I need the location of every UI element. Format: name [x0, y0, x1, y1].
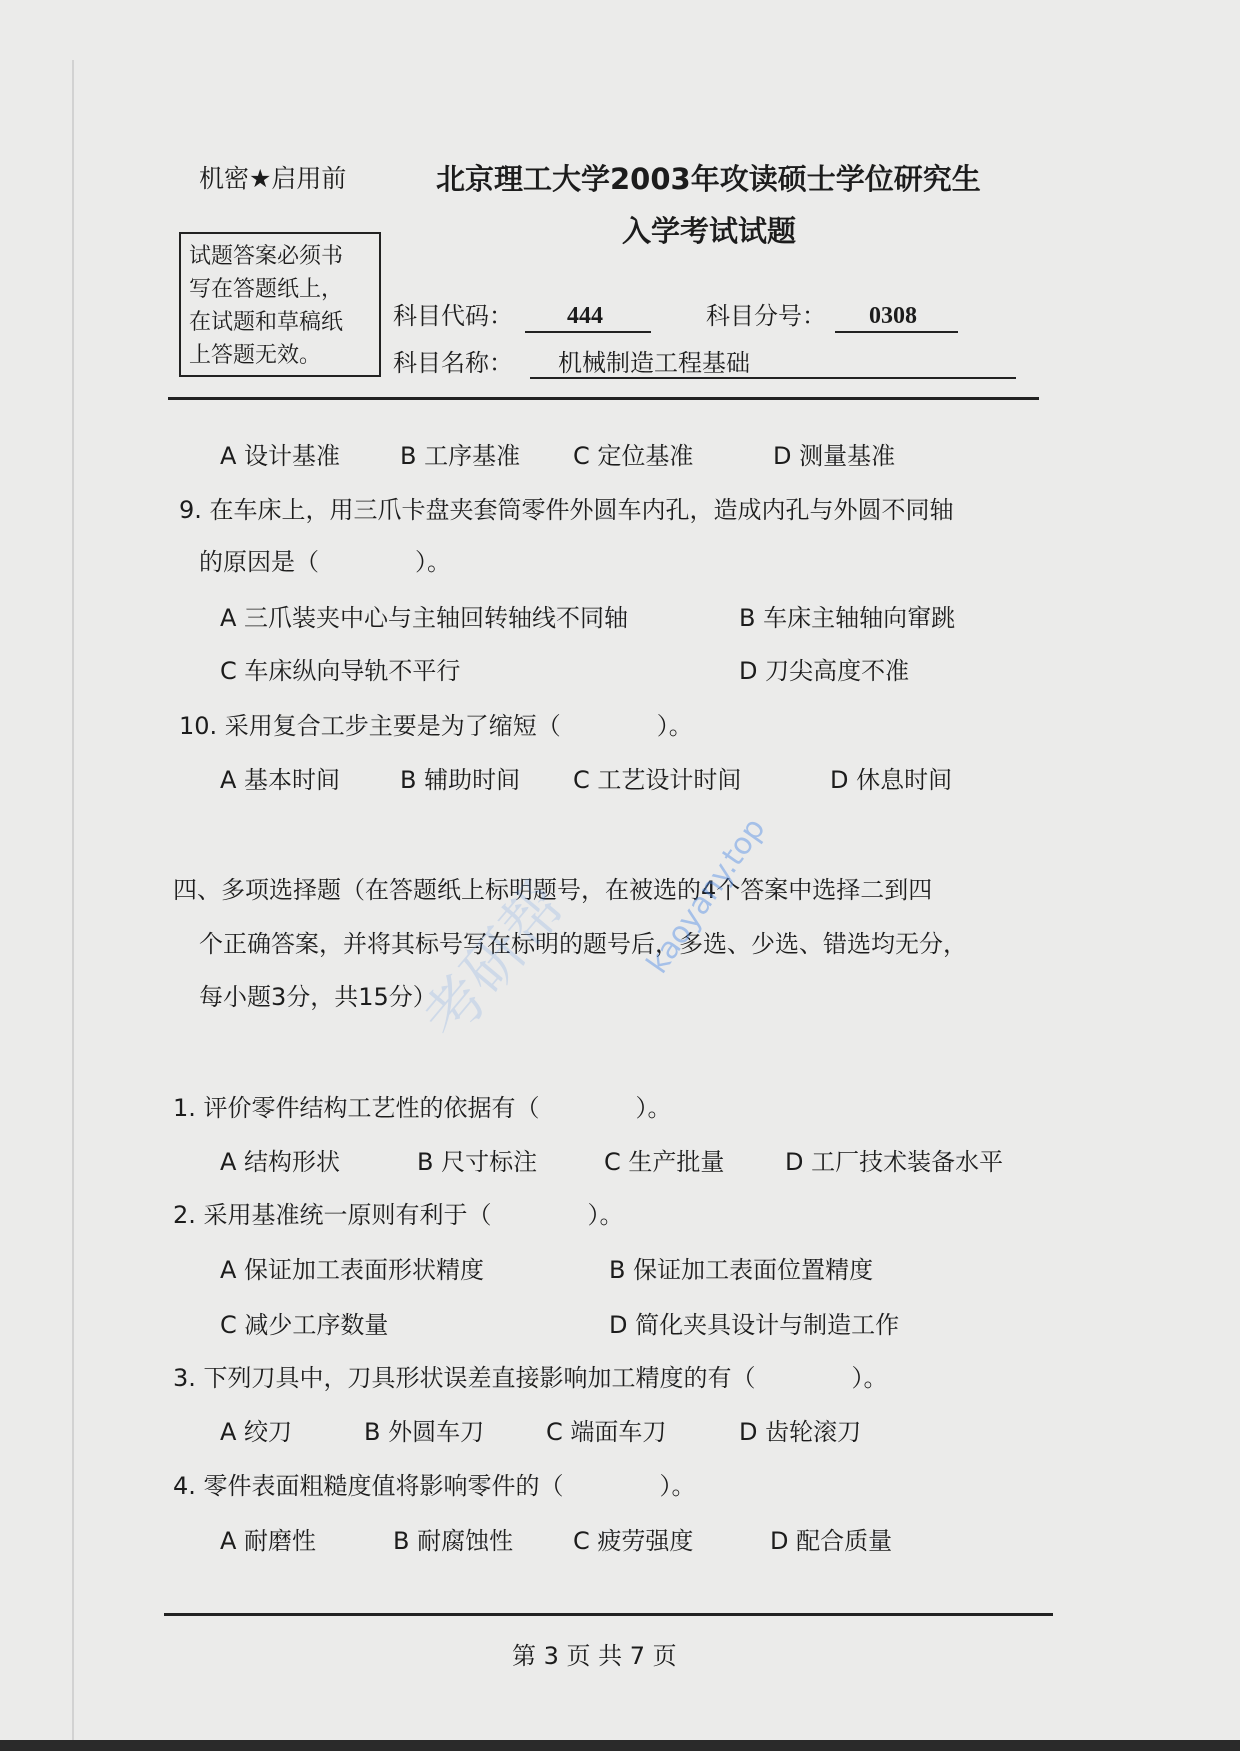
- m3-text: 3. 下列刀具中，刀具形状误差直接影响加工精度的有（ ）。: [173, 1364, 888, 1392]
- m2-option-d: D 简化夹具设计与制造工作: [609, 1311, 900, 1339]
- m1-option-c: C 生产批量: [604, 1148, 725, 1176]
- m3-option-b: B 外圆车刀: [364, 1418, 485, 1446]
- q8-option-b: B 工序基准: [400, 442, 521, 470]
- q8-option-a: A 设计基准: [220, 442, 341, 470]
- q9-option-d: D 刀尖高度不准: [739, 657, 910, 685]
- subject-code-underline: [525, 331, 651, 333]
- q9-text-cont: 的原因是（ ）。: [199, 548, 451, 576]
- subject-number-underline: [835, 331, 958, 333]
- m2-option-a: A 保证加工表面形状精度: [220, 1256, 485, 1284]
- scan-edge: [0, 1740, 1240, 1751]
- subject-number: 0308: [869, 303, 917, 329]
- notice-line: 写在答题纸上，: [189, 277, 344, 302]
- q8-option-c: C 定位基准: [573, 442, 694, 470]
- m4-option-c: C 疲劳强度: [573, 1527, 694, 1555]
- header-divider: [168, 397, 1039, 400]
- m4-option-b: B 耐腐蚀性: [393, 1527, 514, 1555]
- m2-text: 2. 采用基准统一原则有利于（ ）。: [173, 1201, 624, 1229]
- m4-option-a: A 耐磨性: [220, 1527, 317, 1555]
- footer-divider: [164, 1613, 1053, 1616]
- notice-line: 在试题和草稿纸: [189, 310, 344, 335]
- q10-text: 10. 采用复合工步主要是为了缩短（ ）。: [179, 712, 693, 740]
- q10-option-b: B 辅助时间: [400, 766, 521, 794]
- m4-option-d: D 配合质量: [770, 1527, 893, 1555]
- section4-instructions: 个正确答案，并将其标号写在标明的题号后，多选、少选、错选均无分，: [199, 930, 967, 958]
- m3-option-a: A 绞刀: [220, 1418, 293, 1446]
- exam-subtitle: 入学考试试题: [622, 214, 797, 248]
- notice-line: 试题答案必须书: [189, 244, 344, 269]
- m2-option-b: B 保证加工表面位置精度: [609, 1256, 874, 1284]
- m3-option-c: C 端面车刀: [546, 1418, 667, 1446]
- q10-option-a: A 基本时间: [220, 766, 341, 794]
- paper-edge: [72, 60, 74, 1740]
- subject-code-label: 科目代码：: [393, 302, 513, 330]
- watermark-site: kaoyany.top: [640, 811, 773, 981]
- q10-option-d: D 休息时间: [830, 766, 953, 794]
- watermark-brand: 考研帮: [409, 870, 580, 1054]
- section4-scoring: 每小题3分，共15分）: [199, 983, 437, 1011]
- m1-option-a: A 结构形状: [220, 1148, 341, 1176]
- subject-number-label: 科目分号：: [706, 302, 826, 330]
- q9-option-a: A 三爪装夹中心与主轴回转轴线不同轴: [220, 604, 629, 632]
- q9-option-b: B 车床主轴轴向窜跳: [739, 604, 956, 632]
- q9-option-c: C 车床纵向导轨不平行: [220, 657, 461, 685]
- page-number: 第 3 页 共 7 页: [512, 1642, 677, 1670]
- m1-option-d: D 工厂技术装备水平: [785, 1148, 1004, 1176]
- subject-name-underline: [530, 377, 1016, 379]
- confidential-label: 机密★启用前: [199, 164, 347, 193]
- q8-option-d: D 测量基准: [773, 442, 896, 470]
- m3-option-d: D 齿轮滚刀: [739, 1418, 862, 1446]
- section4-heading: 四、多项选择题（在答题纸上标明题号，在被选的4个答案中选择二到四: [173, 876, 933, 904]
- q9-text: 9. 在车床上，用三爪卡盘夹套筒零件外圆车内孔，造成内孔与外圆不同轴: [179, 496, 954, 524]
- notice-line: 上答题无效。: [189, 343, 322, 368]
- q10-option-c: C 工艺设计时间: [573, 766, 742, 794]
- notice-box: [179, 232, 381, 377]
- m1-option-b: B 尺寸标注: [417, 1148, 538, 1176]
- m1-text: 1. 评价零件结构工艺性的依据有（ ）。: [173, 1094, 672, 1122]
- subject-name: 机械制造工程基础: [558, 349, 750, 377]
- m4-text: 4. 零件表面粗糙度值将影响零件的（ ）。: [173, 1472, 696, 1500]
- exam-title: 北京理工大学2003年攻读硕士学位研究生: [436, 162, 981, 196]
- subject-code: 444: [567, 303, 603, 329]
- m2-option-c: C 减少工序数量: [220, 1311, 389, 1339]
- subject-name-label: 科目名称：: [393, 349, 513, 377]
